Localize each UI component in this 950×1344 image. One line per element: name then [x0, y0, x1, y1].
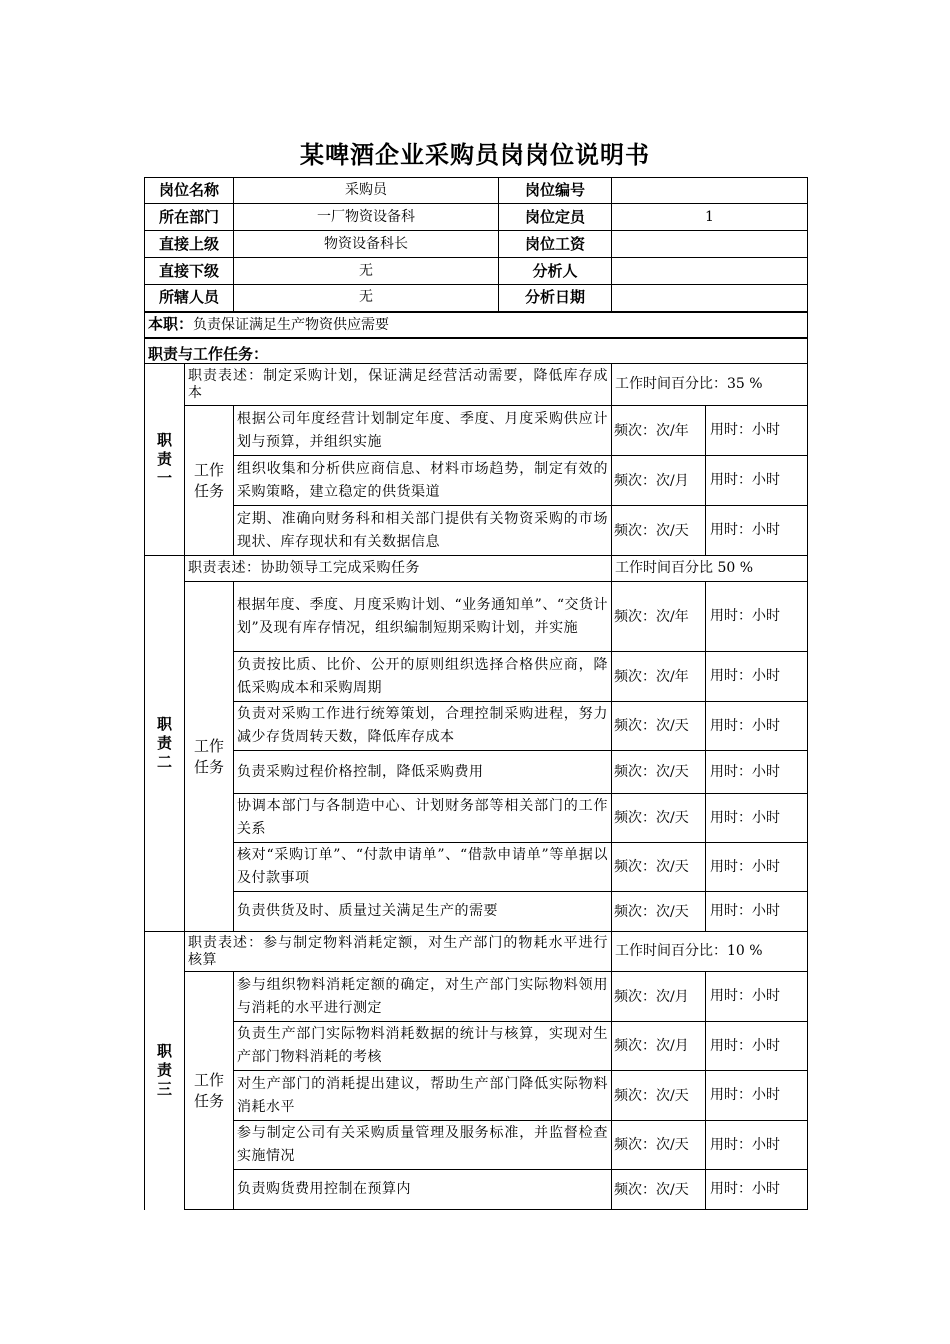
task-hours: 用时：小时 [706, 506, 808, 556]
task-description: 负责采购过程价格控制，降低采购费用 [234, 751, 612, 794]
task-row [145, 892, 808, 932]
duty-label [145, 364, 185, 556]
task-hours: 用时：小时 [706, 702, 808, 751]
task-description: 根据公司年度经营计划制定年度、季度、月度采购供应计划与预算，并组织实施 [234, 406, 612, 456]
info-label: 所辖人员 [145, 285, 234, 312]
task-row [145, 582, 808, 652]
task-row [145, 843, 808, 892]
task-description: 负责对采购工作进行统筹策划，合理控制采购进程，努力减少存货周转天数，降低库存成本 [234, 702, 612, 751]
task-row [145, 751, 808, 794]
info-label: 所在部门 [145, 204, 234, 231]
task-row [145, 702, 808, 751]
task-frequency: 频次：次/天 [612, 1071, 706, 1121]
task-row [145, 1022, 808, 1071]
benzhi-label: 本职： [148, 314, 194, 333]
info-label: 直接下级 [145, 258, 234, 285]
benzhi-cell [145, 312, 808, 338]
task-description: 核对“采购订单”、“付款申请单”、“借款申请单”等单据以及付款事项 [234, 843, 612, 892]
task-description: 负责按比质、比价、公开的原则组织选择合格供应商，降低采购成本和采购周期 [234, 652, 612, 702]
task-label [185, 406, 234, 556]
task-row [145, 456, 808, 506]
section-row [145, 338, 808, 364]
info-value [612, 285, 808, 312]
info-row [145, 178, 808, 204]
duty-label-text: 职责二 [156, 715, 172, 771]
task-hours: 用时：小时 [706, 456, 808, 506]
task-description: 组织收集和分析供应商信息、材料市场趋势，制定有效的采购策略，建立稳定的供货渠道 [234, 456, 612, 506]
task-hours: 用时：小时 [706, 582, 808, 652]
info-value [612, 178, 808, 204]
info-label: 分析人 [499, 258, 612, 285]
task-label-text: 工作任务 [193, 1070, 224, 1110]
info-value: 1 [612, 204, 808, 231]
duty-label [145, 932, 185, 1210]
info-value: 一厂物资设备科 [234, 204, 499, 231]
job-description-table [144, 177, 808, 1210]
duty-statement: 职责表述：制定采购计划，保证满足经营活动需要，降低库存成本 [185, 364, 612, 406]
task-hours: 用时：小时 [706, 972, 808, 1022]
time-percentage: 工作时间百分比：35 % [612, 364, 808, 406]
task-frequency: 频次：次/天 [612, 843, 706, 892]
info-label: 岗位定员 [499, 204, 612, 231]
task-description: 负责生产部门实际物料消耗数据的统计与核算，实现对生产部门物料消耗的考核 [234, 1022, 612, 1071]
task-row [145, 506, 808, 556]
task-frequency: 频次：次/月 [612, 972, 706, 1022]
info-value [612, 258, 808, 285]
info-row [145, 204, 808, 231]
task-description: 协调本部门与各制造中心、计划财务部等相关部门的工作关系 [234, 794, 612, 843]
info-label: 分析日期 [499, 285, 612, 312]
task-label-text: 工作任务 [193, 736, 224, 776]
task-hours: 用时：小时 [706, 1071, 808, 1121]
duty-label [145, 556, 185, 932]
task-row [145, 794, 808, 843]
time-percentage: 工作时间百分比：10 % [612, 932, 808, 972]
info-row [145, 258, 808, 285]
benzhi-text: 负责保证满足生产物资供应需要 [193, 316, 390, 333]
info-value: 采购员 [234, 178, 499, 204]
task-frequency: 频次：次/天 [612, 506, 706, 556]
duty-label-text: 职责三 [156, 1042, 172, 1099]
info-value: 无 [234, 258, 499, 285]
task-frequency: 频次：次/天 [612, 702, 706, 751]
info-value: 物资设备科长 [234, 231, 499, 258]
duty-statement: 职责表述：协助领导工完成采购任务 [185, 556, 612, 582]
task-label-text: 工作任务 [193, 460, 224, 500]
task-frequency: 频次：次/年 [612, 652, 706, 702]
benzhi-row [145, 312, 808, 338]
task-row [145, 1121, 808, 1170]
task-hours: 用时：小时 [706, 843, 808, 892]
section-heading: 职责与工作任务： [145, 338, 808, 364]
duty-label-text: 职责一 [156, 431, 172, 487]
task-frequency: 频次：次/天 [612, 794, 706, 843]
duty-statement: 职责表述：参与制定物料消耗定额，对生产部门的物耗水平进行核算 [185, 932, 612, 972]
info-value [612, 231, 808, 258]
task-label [185, 582, 234, 932]
info-label: 岗位名称 [145, 178, 234, 204]
task-hours: 用时：小时 [706, 1170, 808, 1210]
task-hours: 用时：小时 [706, 892, 808, 932]
info-row [145, 231, 808, 258]
time-percentage: 工作时间百分比 50 % [612, 556, 808, 582]
info-label: 直接上级 [145, 231, 234, 258]
task-frequency: 频次：次/天 [612, 751, 706, 794]
duty-statement-row [145, 364, 808, 406]
task-row [145, 652, 808, 702]
task-description: 参与制定公司有关采购质量管理及服务标准，并监督检查实施情况 [234, 1121, 612, 1170]
task-hours: 用时：小时 [706, 1022, 808, 1071]
task-frequency: 频次：次/年 [612, 406, 706, 456]
task-hours: 用时：小时 [706, 751, 808, 794]
task-row [145, 1071, 808, 1121]
task-frequency: 频次：次/天 [612, 1121, 706, 1170]
task-row [145, 406, 808, 456]
duty-statement-row [145, 932, 808, 972]
task-frequency: 频次：次/月 [612, 456, 706, 506]
task-description: 负责购货费用控制在预算内 [234, 1170, 612, 1210]
task-description: 负责供货及时、质量过关满足生产的需要 [234, 892, 612, 932]
task-description: 定期、准确向财务科和相关部门提供有关物资采购的市场现状、库存现状和有关数据信息 [234, 506, 612, 556]
task-hours: 用时：小时 [706, 652, 808, 702]
task-hours: 用时：小时 [706, 1121, 808, 1170]
task-description: 根据年度、季度、月度采购计划、“业务通知单”、“交货计划”及现有库存情况，组织编制短期采购计划，并实施 [234, 582, 612, 652]
task-frequency: 频次：次/天 [612, 1170, 706, 1210]
duty-statement-row [145, 556, 808, 582]
task-label [185, 972, 234, 1210]
task-row [145, 972, 808, 1022]
info-label: 岗位编号 [499, 178, 612, 204]
task-frequency: 频次：次/月 [612, 1022, 706, 1071]
page-title: 某啤酒企业采购员岗岗位说明书 [300, 141, 650, 169]
info-row [145, 285, 808, 312]
task-description: 对生产部门的消耗提出建议，帮助生产部门降低实际物料消耗水平 [234, 1071, 612, 1121]
info-value: 无 [234, 285, 499, 312]
task-row [145, 1170, 808, 1210]
task-description: 参与组织物料消耗定额的确定，对生产部门实际物料领用与消耗的水平进行测定 [234, 972, 612, 1022]
task-hours: 用时：小时 [706, 406, 808, 456]
task-hours: 用时：小时 [706, 794, 808, 843]
task-frequency: 频次：次/天 [612, 892, 706, 932]
task-frequency: 频次：次/年 [612, 582, 706, 652]
info-label: 岗位工资 [499, 231, 612, 258]
